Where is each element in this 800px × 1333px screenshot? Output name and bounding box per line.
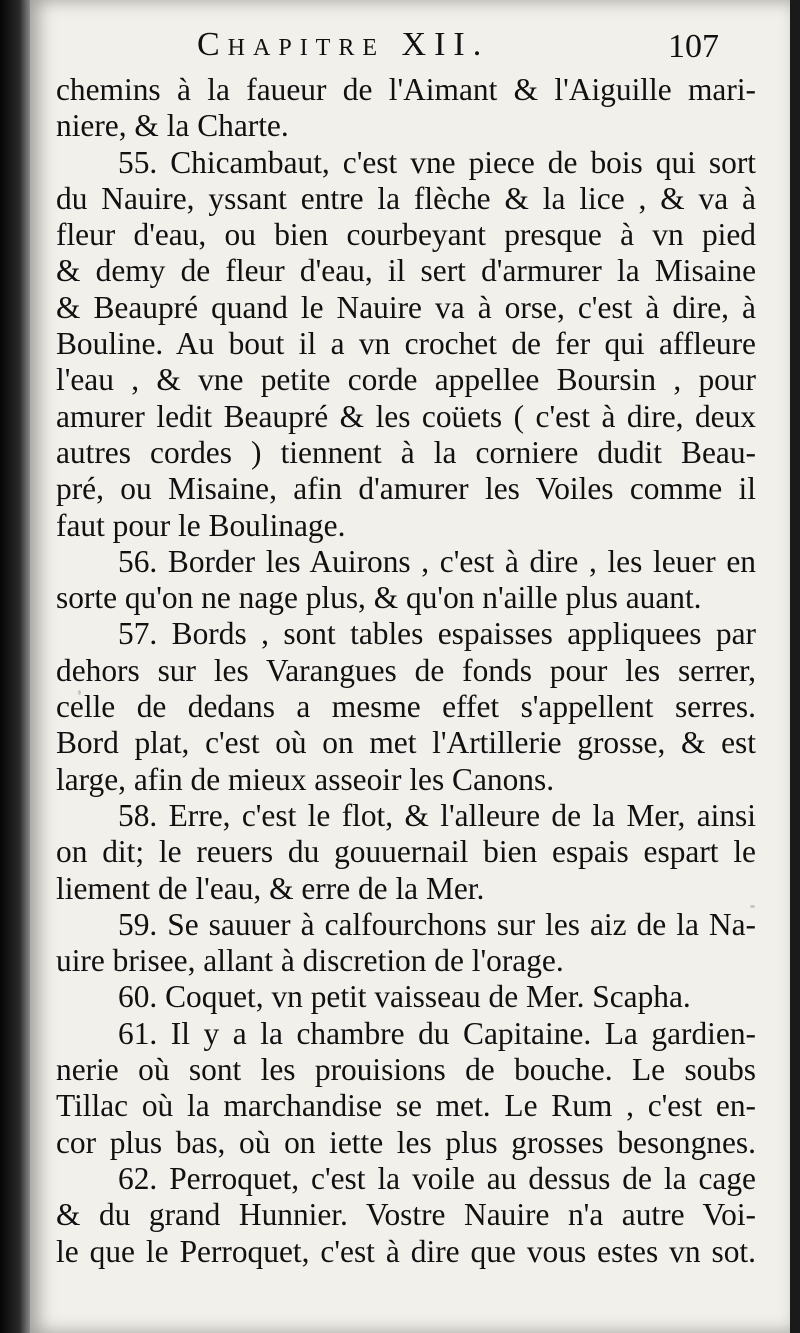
text-line: Bouline. Au bout il a vn crochet de fer qui affleure bbox=[56, 326, 756, 362]
text-line: cor plus bas, où on iette les plus grosses besongnes. bbox=[56, 1124, 756, 1160]
text-line: & demy de fleur d'eau, il sert d'armurer la Misaine bbox=[56, 253, 756, 289]
body-text bbox=[56, 72, 756, 1270]
text-line: 62. Perroquet, c'est la voile au dessus de la cage bbox=[118, 1160, 756, 1196]
text-line: nerie où sont les prouisions de bouche. Le soubs bbox=[56, 1052, 756, 1088]
text-line: 58. Erre, c'est le flot, & l'alleure de la Mer, ainsi bbox=[118, 797, 756, 833]
text-line: le que le Perroquet, c'est à dire que vous estes vn sot. bbox=[56, 1233, 756, 1269]
text-line: Bord plat, c'est où on met l'Artillerie grosse, & est bbox=[56, 725, 756, 761]
text-line: faut pour le Boulinage. bbox=[56, 507, 346, 543]
text-line: 57. Bords , sont tables espaisses appliquees par bbox=[118, 616, 756, 652]
text-line: dehors sur les Varangues de fonds pour les serrer, bbox=[56, 652, 756, 688]
text-line: 55. Chicambaut, c'est vne piece de bois qui sort bbox=[118, 144, 756, 180]
text-line: autres cordes ) tiennent à la corniere dudit Beau- bbox=[56, 434, 756, 470]
text-line: amurer ledit Beaupré & les coüets ( c'est à dire, deux bbox=[56, 398, 756, 434]
text-line: 61. Il y a la chambre du Capitaine. La gardien- bbox=[118, 1015, 756, 1051]
text-line: du Nauire, yssant entre la flèche & la lice , & va à bbox=[56, 180, 756, 216]
text-line: l'eau , & vne petite corde appellee Boursin , pour bbox=[56, 362, 756, 398]
text-line: niere, & la Charte. bbox=[56, 108, 289, 144]
page-number: 107 bbox=[668, 28, 719, 65]
text-line: Tillac où la marchandise se met. Le Rum , c'est en- bbox=[56, 1088, 756, 1124]
running-title: Chapitre XII. bbox=[197, 26, 490, 63]
text-line: liement de l'eau, & erre de la Mer. bbox=[56, 870, 485, 906]
text-line: 60. Coquet, vn petit vaisseau de Mer. Scapha. bbox=[118, 979, 691, 1015]
text-line: sorte qu'on ne nage plus, & qu'on n'aille plus auant. bbox=[56, 580, 702, 616]
text-line: chemins à la faueur de l'Aimant & l'Aiguille mari- bbox=[56, 72, 756, 107]
text-line: celle de dedans a mesme effet s'appellent serres. bbox=[56, 689, 756, 725]
text-line: 56. Border les Auirons , c'est à dire , les leuer en bbox=[118, 543, 756, 579]
book-gutter-shadow bbox=[0, 0, 32, 1333]
text-line: pré, ou Misaine, afin d'amurer les Voiles comme il bbox=[56, 471, 756, 507]
text-line: & du grand Hunnier. Vostre Nauire n'a autre Voi- bbox=[56, 1197, 756, 1233]
text-line: & Beaupré quand le Nauire va à orse, c'est à dire, à bbox=[56, 289, 756, 325]
text-line: uire brisee, allant à discretion de l'orage. bbox=[56, 943, 564, 979]
page-header bbox=[0, 20, 800, 72]
text-line: on dit; le reuers du gouuernail bien espais espart le bbox=[56, 834, 756, 870]
text-line: fleur d'eau, ou bien courbeyant presque à vn pied bbox=[56, 217, 756, 253]
text-line: 59. Se sauuer à calfourchons sur les aiz de la Na- bbox=[118, 906, 756, 942]
text-line: large, afin de mieux asseoir les Canons. bbox=[56, 761, 555, 797]
